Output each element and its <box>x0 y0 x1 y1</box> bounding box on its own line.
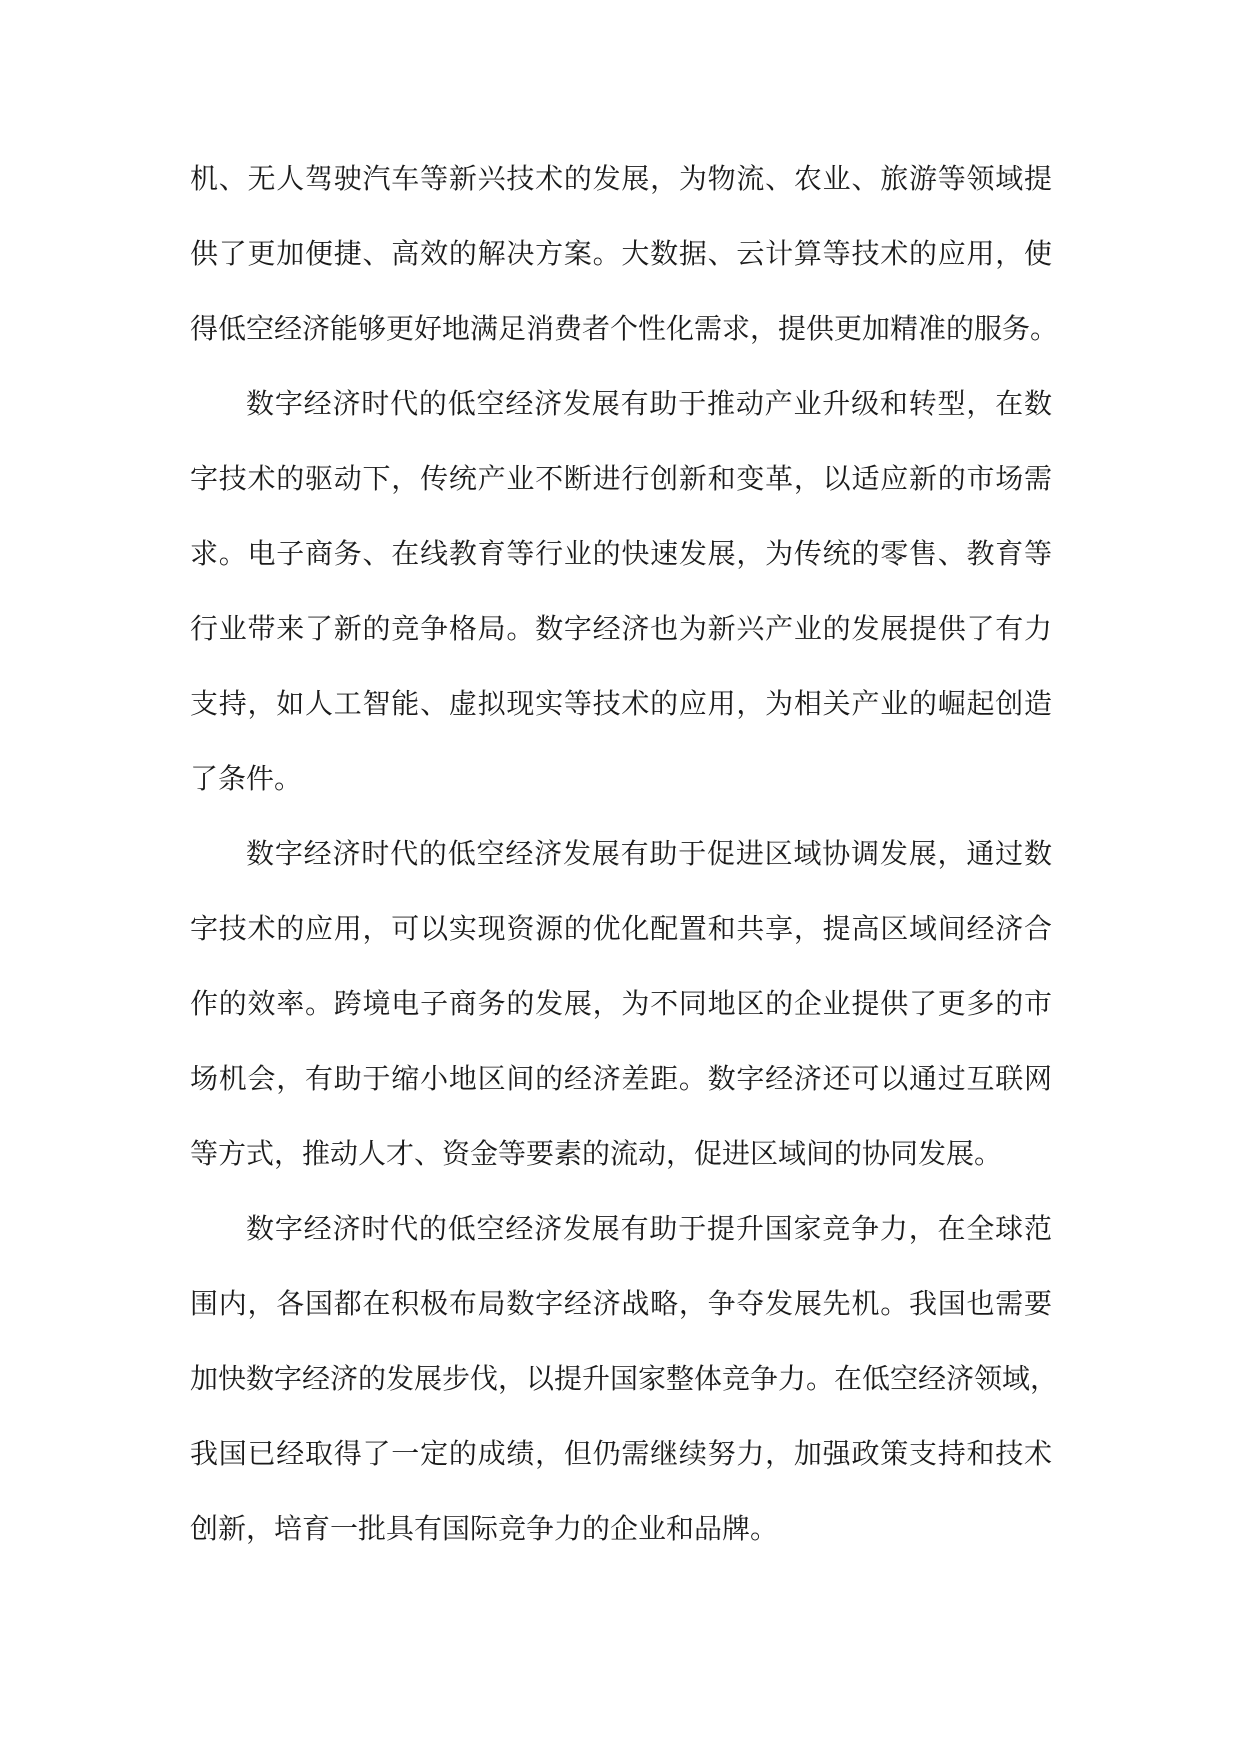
text-line: 供了更加便捷、高效的解决方案。大数据、云计算等技术的应用，使 <box>190 237 1052 270</box>
paragraph-1 <box>190 141 1059 366</box>
text-line: 围内，各国都在积极布局数字经济战略，争夺发展先机。我国也需要 <box>190 1287 1052 1320</box>
text-line: 了条件。 <box>190 762 303 795</box>
text-line: 求。电子商务、在线教育等行业的快速发展，为传统的零售、教育等 <box>190 537 1052 570</box>
text-line: 加快数字经济的发展步伐，以提升国家整体竞争力。在低空经济领域， <box>190 1362 1059 1395</box>
text-line: 场机会，有助于缩小地区间的经济差距。数字经济还可以通过互联网 <box>190 1062 1052 1095</box>
text-line: 行业带来了新的竞争格局。数字经济也为新兴产业的发展提供了有力 <box>190 612 1052 645</box>
text-line: 我国已经取得了一定的成绩，但仍需继续努力，加强政策支持和技术 <box>190 1437 1052 1470</box>
text-line: 机、无人驾驶汽车等新兴技术的发展，为物流、农业、旅游等领域提 <box>190 162 1052 195</box>
paragraph-2 <box>190 366 1052 816</box>
paragraph-3 <box>190 816 1052 1191</box>
text-line: 数字经济时代的低空经济发展有助于提升国家竞争力，在全球范 <box>246 1212 1052 1245</box>
text-line: 等方式，推动人才、资金等要素的流动，促进区域间的协同发展。 <box>190 1137 1003 1170</box>
text-line: 数字经济时代的低空经济发展有助于推动产业升级和转型，在数 <box>246 387 1052 420</box>
text-line: 数字经济时代的低空经济发展有助于促进区域协调发展，通过数 <box>246 837 1052 870</box>
body-text <box>190 141 1059 1566</box>
text-line: 支持，如人工智能、虚拟现实等技术的应用，为相关产业的崛起创造 <box>190 687 1052 720</box>
paragraph-4 <box>190 1191 1059 1566</box>
text-line: 字技术的驱动下，传统产业不断进行创新和变革，以适应新的市场需 <box>190 462 1052 495</box>
text-line: 作的效率。跨境电子商务的发展，为不同地区的企业提供了更多的市 <box>190 987 1052 1020</box>
text-line: 创新，培育一批具有国际竞争力的企业和品牌。 <box>190 1512 779 1545</box>
text-line: 字技术的应用，可以实现资源的优化配置和共享，提高区域间经济合 <box>190 912 1052 945</box>
text-line: 得低空经济能够更好地满足消费者个性化需求，提供更加精准的服务。 <box>190 312 1059 345</box>
